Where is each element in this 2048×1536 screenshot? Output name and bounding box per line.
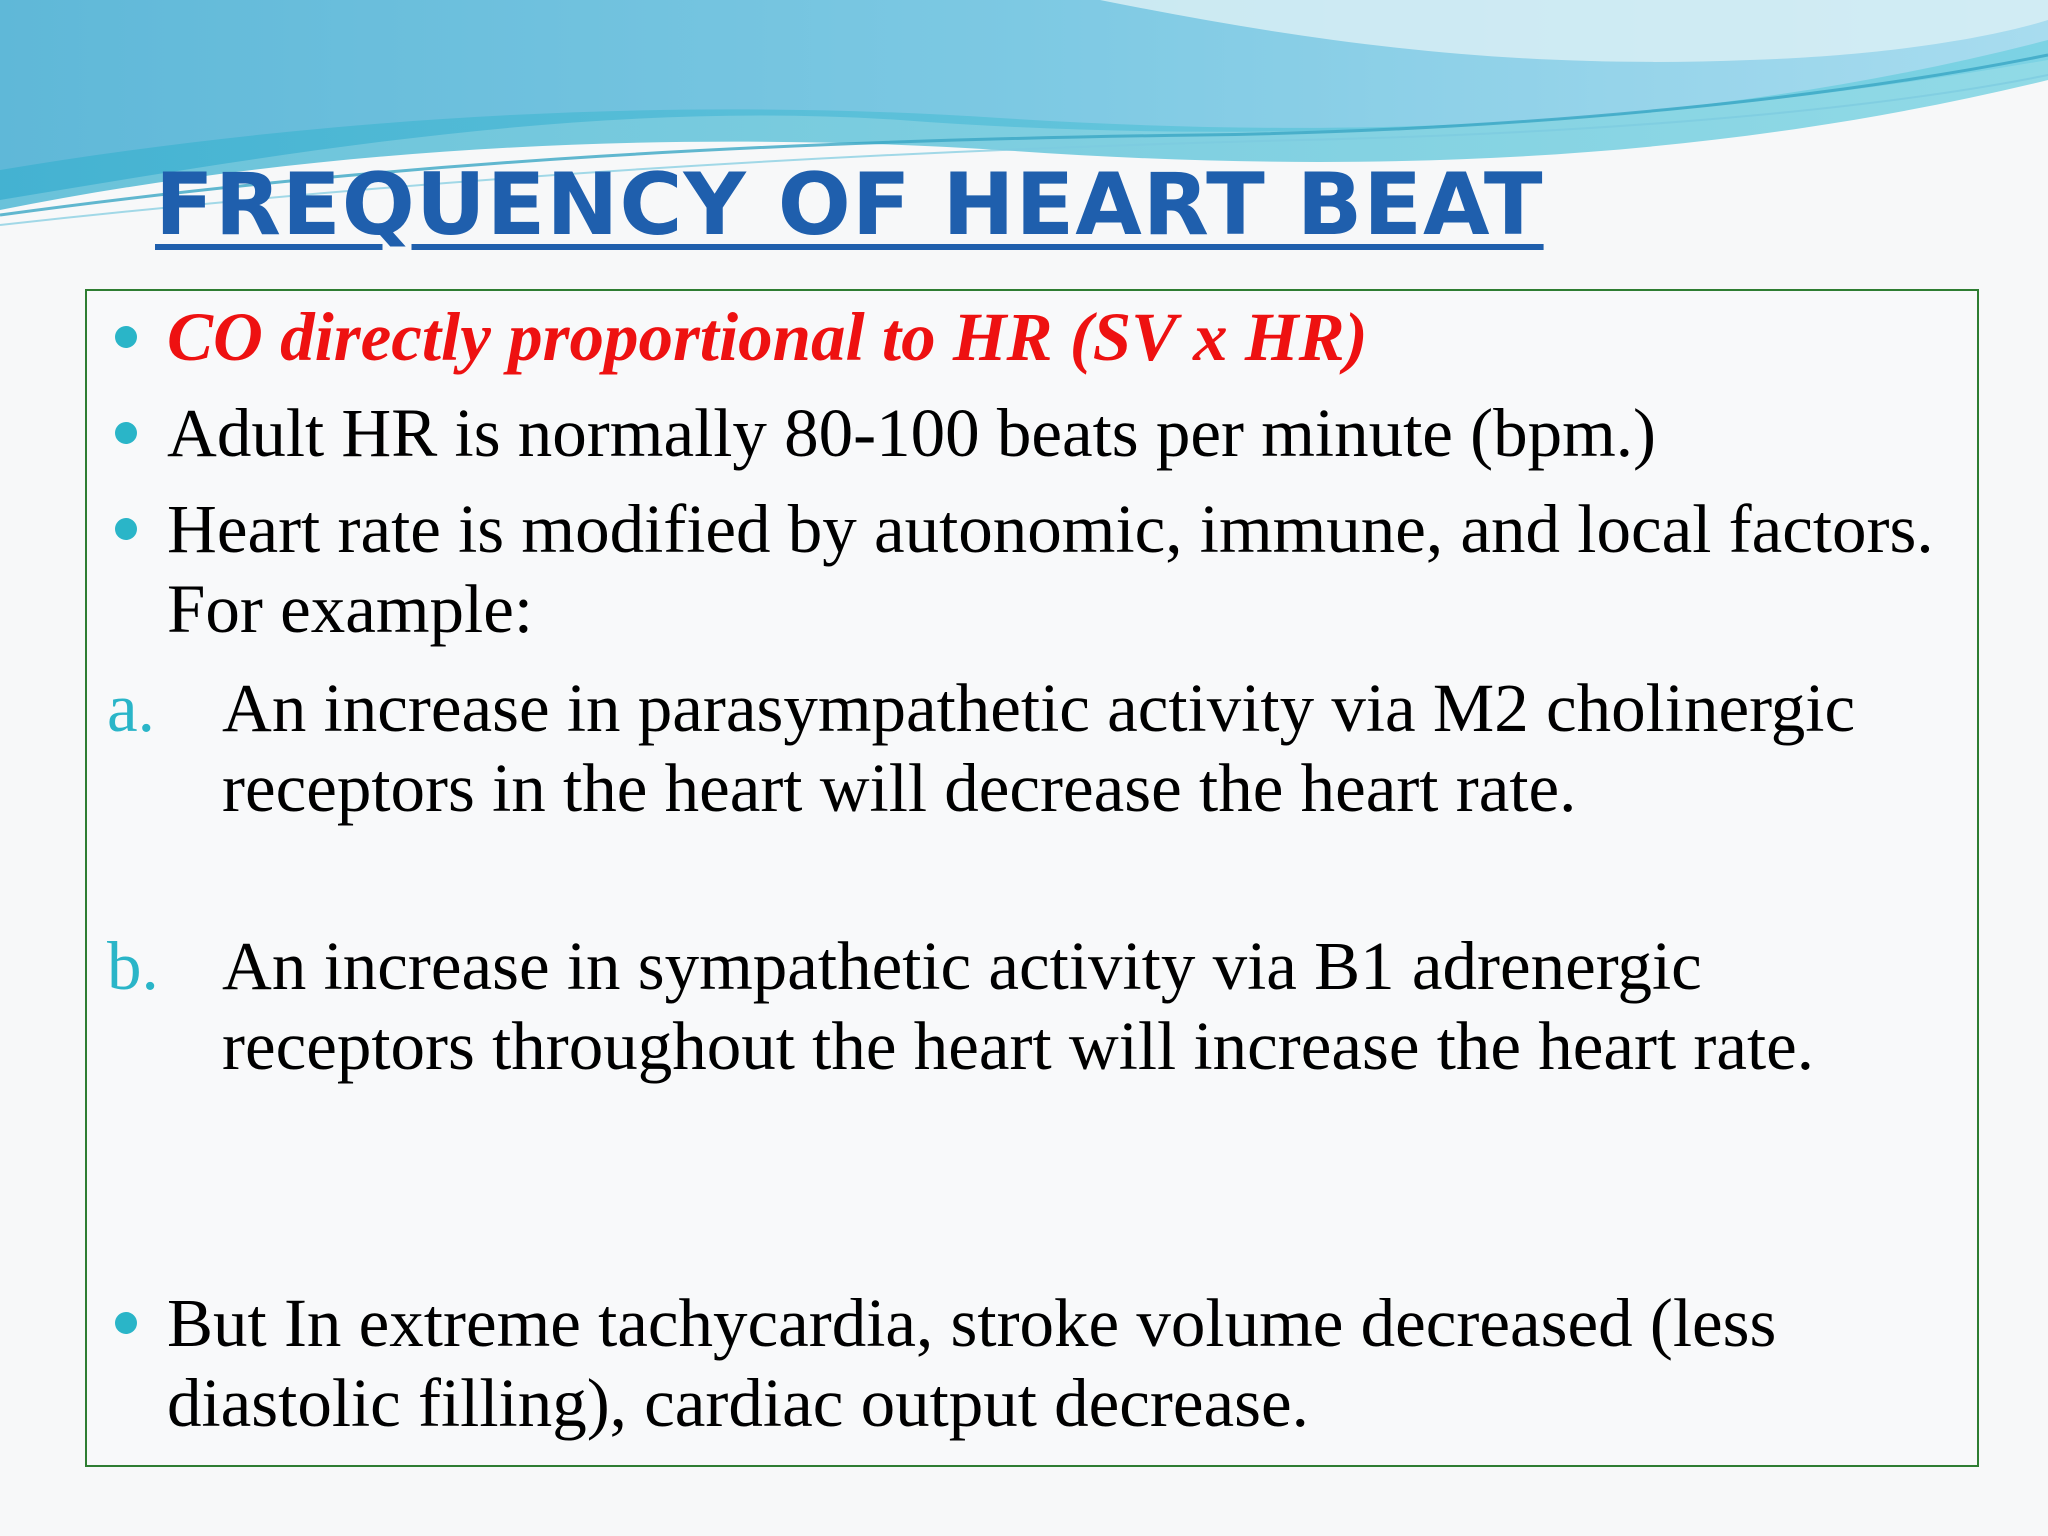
sub-item-text: An increase in sympathetic activity via B1 adrenergic receptors throughout the heart will increase the heart rate. xyxy=(222,928,1815,1084)
slide-title: FREQUENCY OF HEART BEAT xyxy=(155,155,1544,255)
bullet-text: But In extreme tachycardia, stroke volume decreased (less diastolic filling), cardiac output decrease. xyxy=(167,1285,1777,1441)
bullet-text: Heart rate is modified by autonomic, immune, and local factors. For example: xyxy=(167,491,1934,647)
sub-item-marker: b. xyxy=(107,928,159,1004)
bullet-item-tachycardia xyxy=(167,1283,1967,1443)
bullet-icon xyxy=(115,422,137,444)
bullet-item-adult-hr xyxy=(167,393,1967,473)
sub-item-parasympathetic xyxy=(107,668,1962,828)
content-box xyxy=(85,289,1979,1467)
bullet-item-heart-rate-modified xyxy=(167,489,1967,649)
sub-item-sympathetic xyxy=(107,926,1962,1086)
bullet-icon xyxy=(115,326,137,348)
bullet-text: Adult HR is normally 80-100 beats per minute (bpm.) xyxy=(167,395,1657,471)
bullet-text: CO directly proportional to HR (SV x HR) xyxy=(167,299,1368,375)
sub-item-marker: a. xyxy=(107,670,155,746)
bullet-icon xyxy=(115,1312,137,1334)
sub-item-text: An increase in parasympathetic activity via M2 cholinergic receptors in the heart will decrease the heart rate. xyxy=(222,670,1856,826)
bullet-icon xyxy=(115,518,137,540)
bullet-item-co-proportional xyxy=(167,297,1967,377)
